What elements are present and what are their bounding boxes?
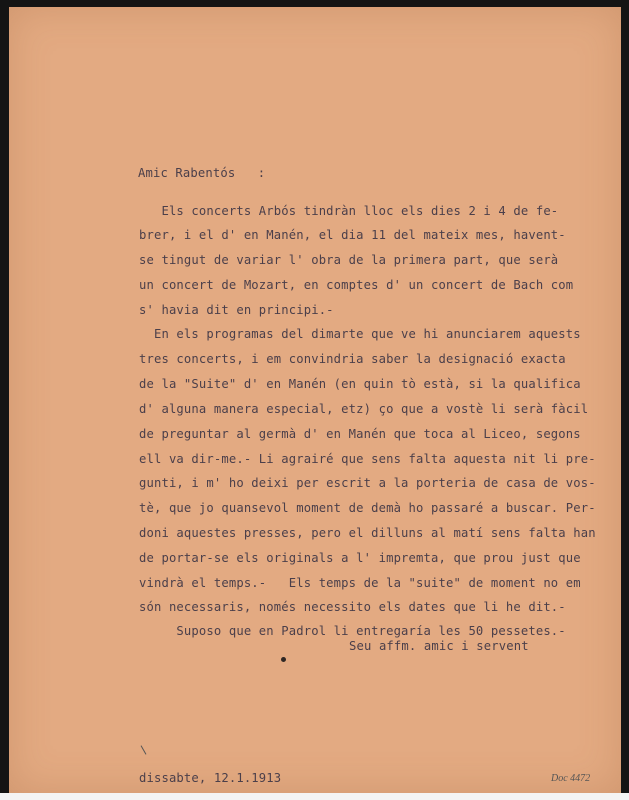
letter-line: de la "Suite" d' en Manén (en quin tò està, si la qualifica	[139, 377, 581, 391]
letter-line: gunti, i m' ho deixi per escrit a la porteria de casa de vos-	[139, 476, 596, 490]
ink-dot	[281, 657, 286, 662]
letter-sheet	[9, 7, 621, 793]
letter-line: Els concerts Arbós tindràn lloc els dies 2 i 4 de fe-	[139, 204, 559, 218]
scan-border-right	[621, 0, 629, 800]
scan-border-bottom	[0, 793, 629, 800]
letter-line: tè, que jo quansevol moment de demà ho passaré a buscar. Per-	[139, 501, 596, 515]
letter-closing: Seu affm. amic i servent	[349, 639, 529, 653]
letter-line: tres concerts, i em convindria saber la designació exacta	[139, 352, 566, 366]
scan-border-left	[0, 0, 9, 800]
letter-line: són necessaris, només necessito els dates que li he dit.-	[139, 600, 566, 614]
letter-line: d' alguna manera especial, etz) ço que a vostè li serà fàcil	[139, 402, 589, 416]
letter-line: vindrà el temps.- Els temps de la "suite" de moment no em	[139, 576, 581, 590]
letter-salutation: Amic Rabentós :	[138, 166, 266, 180]
letter-line: En els programas del dimarte que ve hi anunciarem aquests	[139, 327, 581, 341]
letter-line: brer, i el d' en Manén, el dia 11 del mateix mes, havent-	[139, 228, 566, 242]
scan-border-top	[0, 0, 629, 7]
letter-line: de preguntar al germà d' en Manén que toca al Liceo, segons	[139, 427, 581, 441]
letter-line: doni aquestes presses, pero el dilluns al matí sens falta han	[139, 526, 596, 540]
letter-line: ell va dir-me.- Li agrairé que sens falta aquesta nit li pre-	[139, 452, 596, 466]
letter-line: se tingut de variar l' obra de la primera part, que serà	[139, 253, 559, 267]
archive-stamp: Doc 4472	[551, 773, 591, 784]
letter-line: de portar-se els originals a l' impremta, que prou just que	[139, 551, 581, 565]
letter-date: dissabte, 12.1.1913	[139, 771, 282, 785]
letter-line: s' havia dit en principi.-	[139, 303, 334, 317]
letter-line: Suposo que en Padrol li entregaría les 50 pessetes.-	[139, 624, 566, 638]
letter-line: un concert de Mozart, en comptes d' un concert de Bach com	[139, 278, 574, 292]
